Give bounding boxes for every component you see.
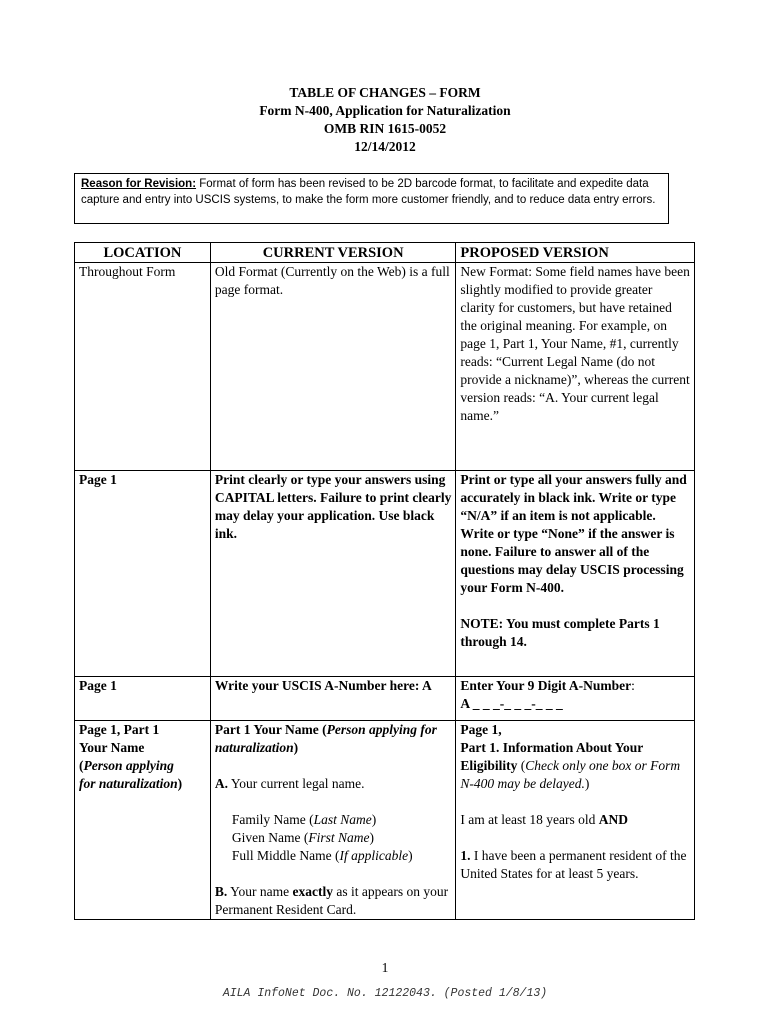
cell-current: Print clearly or type your answers using CAPITAL letters. Failure to print clearly may delay your application. Use black ink. [210,471,456,677]
header-proposed-version: PROPOSED VERSION [456,243,695,263]
reason-for-revision-box [74,173,669,224]
a-number-label: Enter Your 9 Digit A-Number [460,678,632,693]
title-line-1: TABLE OF CHANGES – FORM [289,85,481,100]
cell-location: Page 1 [75,471,211,677]
title-line-2: Form N-400, Application for Naturalization [259,103,511,118]
changes-table [74,242,695,920]
cell-location: Throughout Form [75,263,211,471]
page-number: 1 [381,960,389,975]
table-row [75,263,695,471]
header-current-version: CURRENT VERSION [210,243,456,263]
cell-current: Write your USCIS A-Number here: A [210,677,456,721]
cell-current: Part 1 Your Name (Person applying for naturalization) A. Your current legal name. Family Name (Last Name) Given Name (First Name) Full Middle Name (If applicable) B. Your name exactly as it appears on your Permanent Resident Card. [210,721,456,920]
a-number-blank: A _ _ _-_ _ _-_ _ _ [460,696,563,711]
table-row [75,721,695,920]
table-row [75,677,695,721]
document-title [0,84,770,156]
cell-location: Page 1 [75,677,211,721]
proposed-instructions: Print or type all your answers fully and accurately in black ink. Write or type “N/A” if an item is not applicable. Write or type “None” if the answer is none. Failure to answer all of the questions may delay USCIS processing your Form N-400. [460,472,687,595]
cell-proposed: New Format: Some field names have been slightly modified to provide greater clarity for customers, but have retained the original meaning. For example, on page 1, Part 1, Your Name, #1, currently reads: “Current Legal Name (do not provide a nickname)”, whereas the current version reads: “A. Your current legal name.” [456,263,695,471]
cell-proposed [456,471,695,677]
footer-citation: AILA InfoNet Doc. No. 12122043. (Posted 1/8/13) [222,987,548,1000]
title-line-3: OMB RIN 1615-0052 [323,121,447,136]
title-line-4: 12/14/2012 [354,139,416,154]
reason-text: Format of form has been revised to be 2D barcode format, to facilitate and expedite data capture and entry into USCIS systems, to make the form more customer friendly, and to reduce data entry errors. [81,178,656,206]
proposed-note: NOTE: You must complete Parts 1 through 14. [460,616,660,649]
cell-location: Page 1, Part 1 Your Name (Person applying for naturalization) [75,721,211,920]
header-location: LOCATION [75,243,211,263]
cell-proposed: Enter Your 9 Digit A-Number: A _ _ _-_ _ _-_ _ _ [456,677,695,721]
cell-current: Old Format (Currently on the Web) is a full page format. [210,263,456,471]
reason-label: Reason for Revision: [81,178,197,190]
cell-proposed: Page 1, Part 1. Information About Your Eligibility (Check only one box or Form N-400 may be delayed.) I am at least 18 years old AND 1. I have been a permanent resident of the United States for at least 5 years. [456,721,695,920]
table-row [75,471,695,677]
table-header-row [75,243,695,263]
